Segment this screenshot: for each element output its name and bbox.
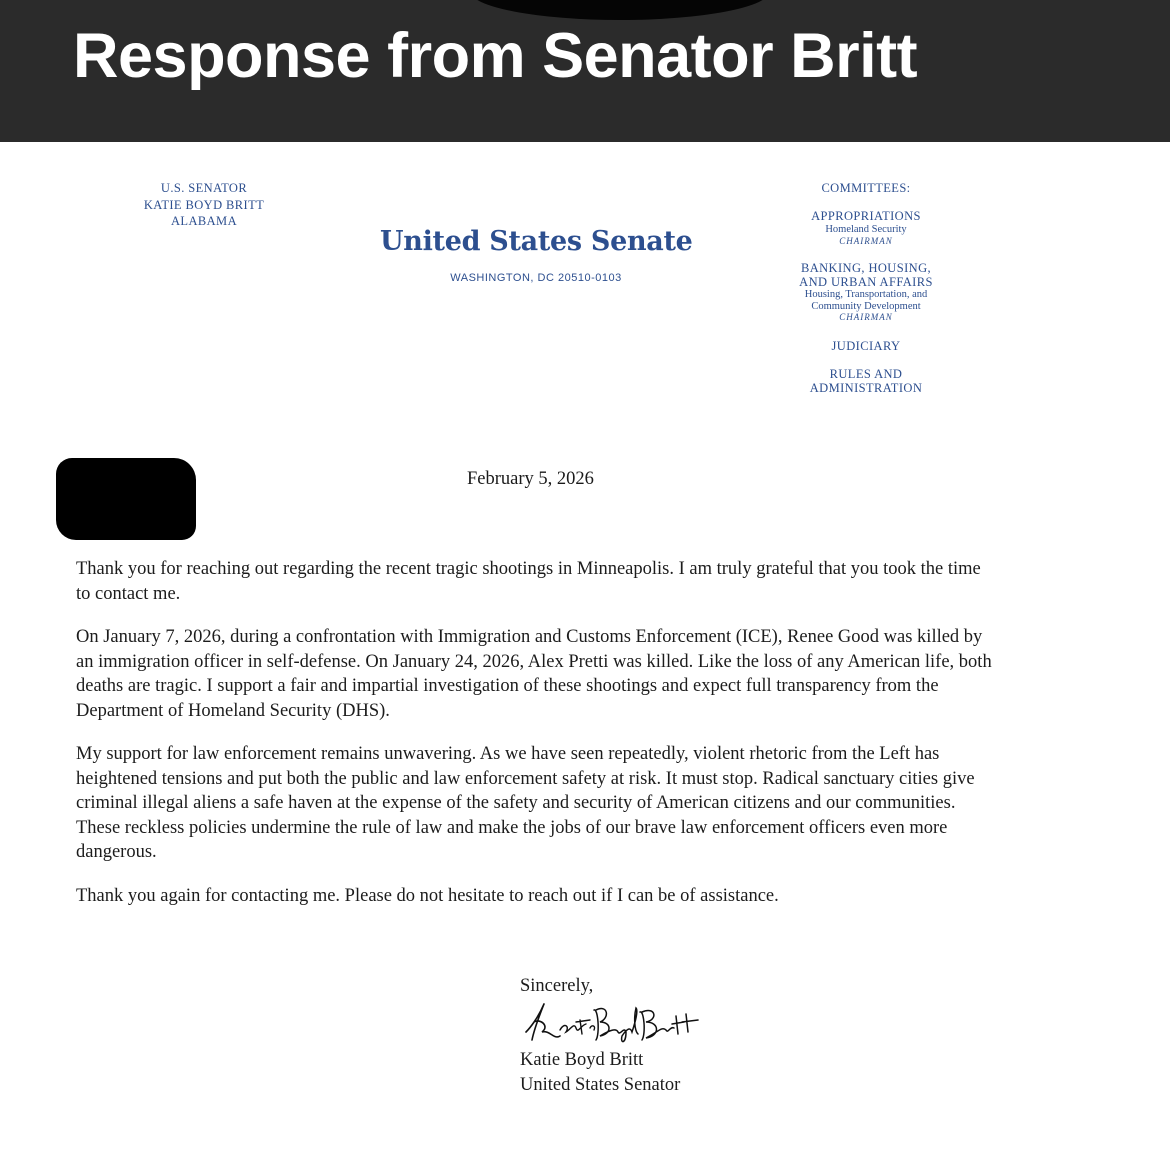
committee-judiciary: JUDICIARY: [831, 338, 901, 353]
letter-body: [76, 557, 996, 927]
redacted-address: [56, 458, 196, 540]
subcommittee-homeland: Homeland Security: [825, 224, 907, 235]
committees-block: [776, 180, 956, 395]
committee-rules-line2: ADMINISTRATION: [809, 380, 923, 395]
signer-block: [520, 1048, 680, 1098]
senator-title: U.S. SENATOR: [160, 181, 248, 195]
committees-label: COMMITTEES:: [821, 181, 911, 195]
subcommittee-housing-line2: Community Development: [811, 300, 921, 312]
redaction-smudge: [470, 0, 770, 20]
paragraph: Thank you for reaching out regarding the recent tragic shootings in Minneapolis. I am truly grateful that you took the time to contact me.: [76, 559, 981, 604]
senate-wordmark: United States Senate: [380, 226, 693, 257]
chairman-label: CHAIRMAN: [839, 235, 893, 246]
chairman-label: CHAIRMAN: [839, 312, 893, 322]
closing: Sincerely,: [520, 976, 594, 996]
paragraph: Thank you again for contacting me. Please do not hesitate to reach out if I can be of assistance.: [76, 885, 779, 906]
page-title: Response from Senator Britt: [73, 21, 918, 91]
paragraph: My support for law enforcement remains unwavering. As we have seen repeatedly, violent rhetoric from the Left has heightened tensions and put both the public and law enforcement safety at risk. It must stop. Radical sanctuary cities give criminal illegal aliens a safe haven at the expense of the safety and security of American citizens and our communities. These reckless policies undermine the rule of law and make the jobs of our brave law enforcement officers even more dangerous.: [76, 744, 975, 862]
committee-appropriations: APPROPRIATIONS: [811, 209, 921, 223]
senator-name: KATIE BOYD BRITT: [143, 197, 265, 212]
letter-page: [0, 142, 1170, 1170]
signer-name: Katie Boyd Britt: [520, 1050, 644, 1070]
subcommittee-housing: Housing, Transportation, and: [804, 289, 928, 300]
handwritten-signature: [520, 1000, 705, 1046]
senator-block: [104, 180, 304, 230]
senator-state: ALABAMA: [171, 214, 237, 228]
letter-date: February 5, 2026: [467, 469, 594, 489]
committee-banking-line2: AND URBAN AFFAIRS: [799, 275, 933, 289]
senate-address: WASHINGTON, DC 20510-0103: [450, 272, 622, 284]
committee-rules: RULES AND: [829, 366, 903, 381]
committee-banking: BANKING, HOUSING,: [800, 261, 932, 275]
signer-title: United States Senator: [520, 1075, 681, 1095]
header-bar: [0, 0, 1170, 142]
paragraph: On January 7, 2026, during a confrontation with Immigration and Customs Enforcement (ICE), Renee Good was killed by an immigration officer in self-defense. On January 24, 2026, Alex Pretti was killed. Like the loss of any American life, both deaths are tragic. I support a fair and impartial investigation of these shootings and expect full transparency from the Department of Homeland Security (DHS).: [76, 627, 992, 721]
